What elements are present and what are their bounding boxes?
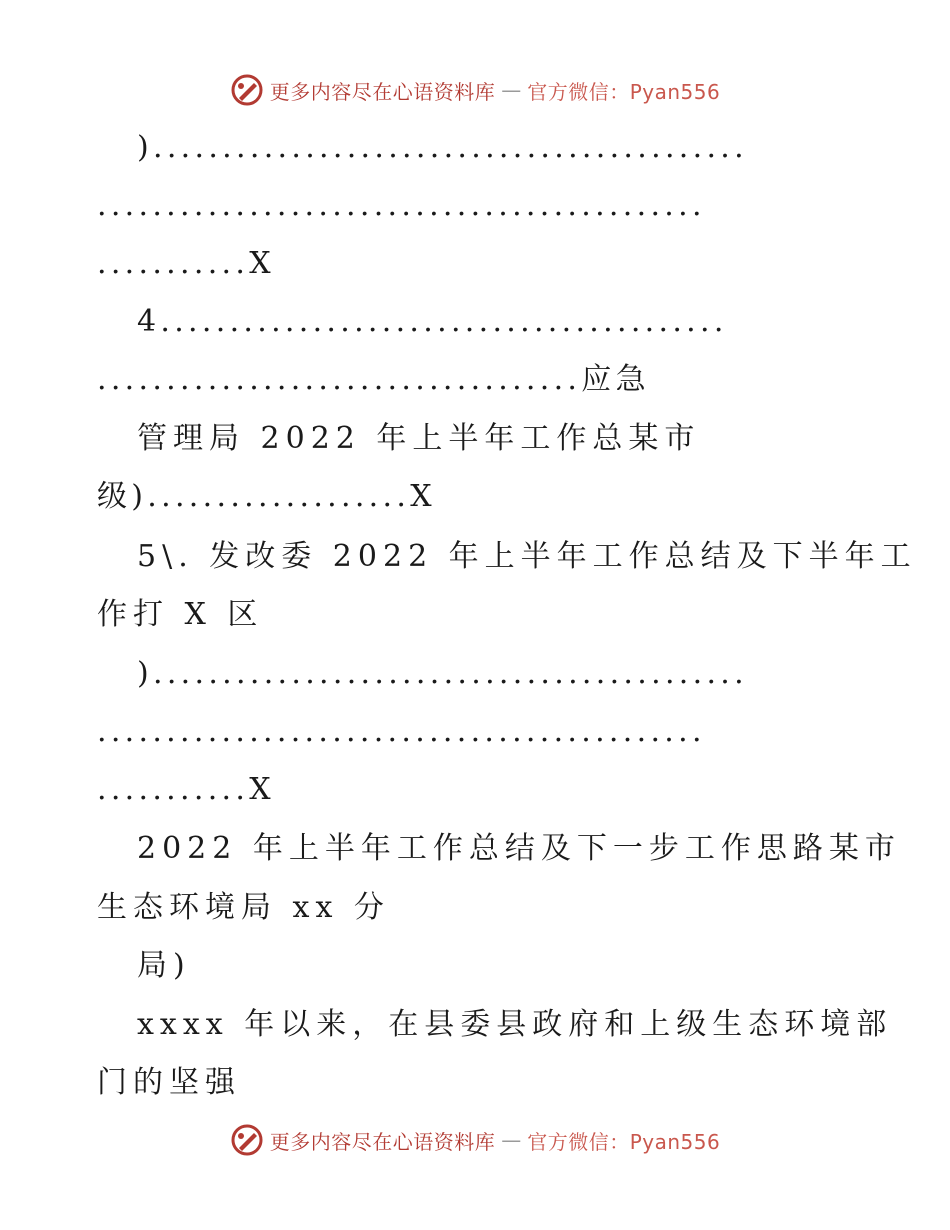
toc-line: 4.........................................	[137, 304, 728, 339]
body-line: 门的坚强	[97, 1065, 241, 1100]
toc-line: ...................................应急	[97, 362, 650, 397]
watermark-separator: —	[501, 1128, 522, 1152]
body-line: 生态环境局 xx 分	[97, 890, 390, 925]
watermark-suffix: 官方微信：Pyan556	[527, 79, 721, 104]
body-line: 局)	[137, 948, 191, 983]
toc-line: ............................................	[97, 188, 706, 223]
body-line: 管理局 2022 年上半年工作总某市	[137, 421, 701, 456]
toc-line: ............................................	[97, 714, 706, 749]
toc-line: )...........................................	[137, 130, 748, 165]
pen-seal-icon	[230, 1123, 264, 1157]
watermark-text: 更多内容尽在心语资料库	[269, 79, 496, 104]
watermark-text: 更多内容尽在心语资料库	[269, 1129, 496, 1154]
toc-line: ...........X	[97, 246, 275, 281]
watermark-footer	[0, 1120, 950, 1160]
watermark-separator: —	[501, 78, 522, 102]
watermark-header	[0, 70, 950, 110]
pen-seal-icon	[230, 73, 264, 107]
body-line: 作打 X 区	[97, 597, 264, 632]
watermark-suffix: 官方微信：Pyan556	[527, 1129, 721, 1154]
body-line: 2022 年上半年工作总结及下一步工作思路某市	[137, 831, 901, 866]
toc-line: 级)...................X	[97, 479, 436, 514]
toc-line: )...........................................	[137, 656, 748, 691]
body-line: 5\. 发改委 2022 年上半年工作总结及下半年工	[137, 539, 917, 574]
toc-line: ...........X	[97, 772, 275, 807]
body-line: xxxx 年以来，在县委县政府和上级生态环境部	[137, 1007, 893, 1042]
